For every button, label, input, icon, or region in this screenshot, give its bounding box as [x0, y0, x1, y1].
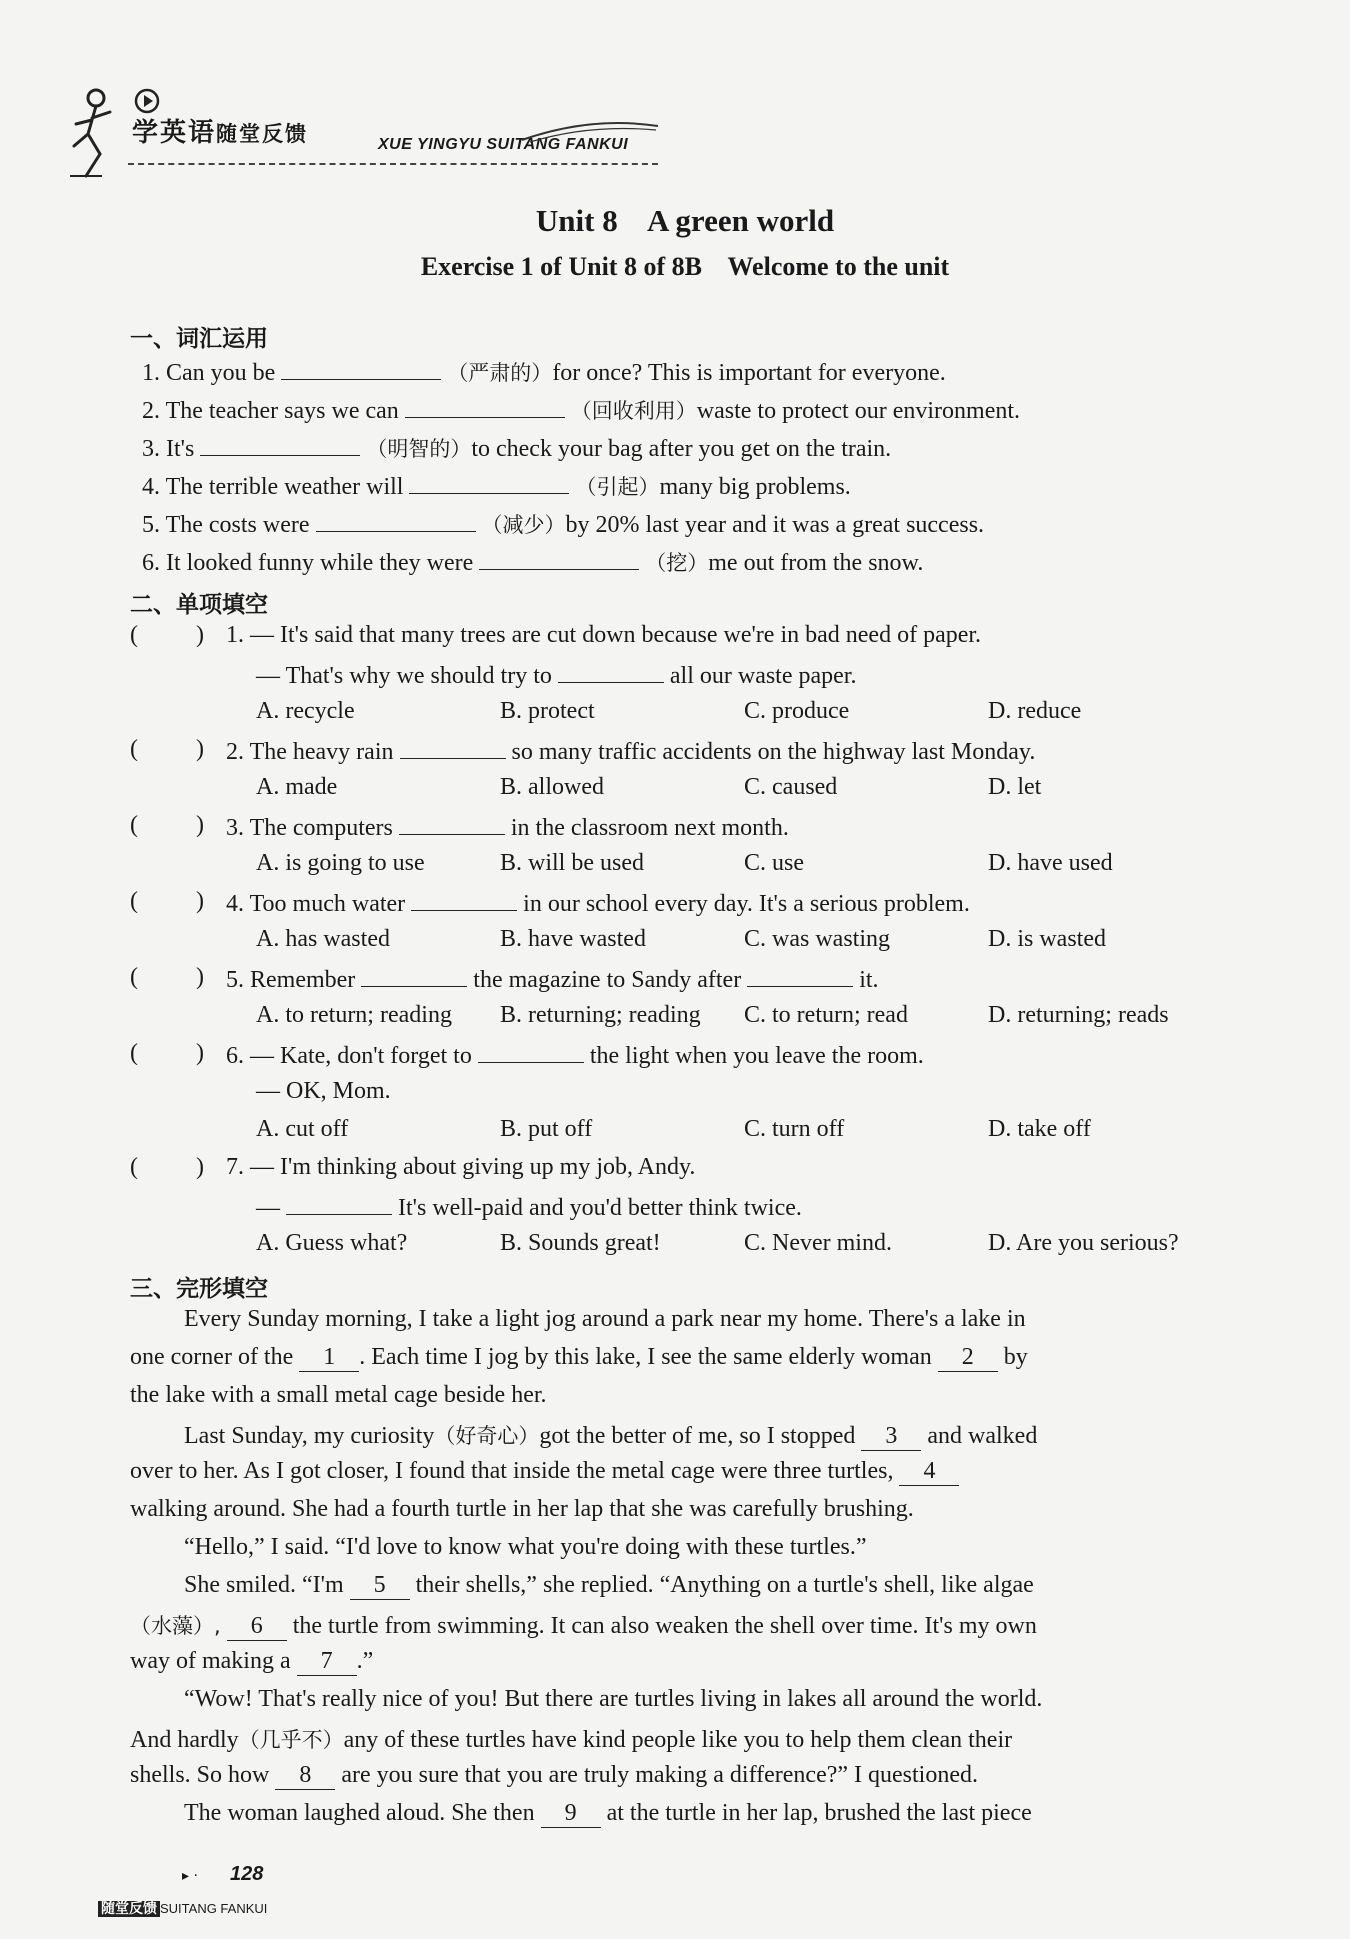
- vocab-hint: （严肃的）: [447, 361, 553, 385]
- question-6-response: — OK, Mom.: [256, 1078, 391, 1104]
- passage-line: [130, 1458, 959, 1486]
- cloze-blank-6[interactable]: 6: [227, 1613, 287, 1641]
- vocab-text: me out from the snow.: [708, 550, 924, 576]
- passage-line: [184, 1800, 1032, 1828]
- option-c[interactable]: C. turn off: [744, 1116, 845, 1142]
- cloze-blank-5[interactable]: 5: [350, 1572, 410, 1600]
- answer-paren-close: ): [196, 622, 204, 648]
- answer-blank[interactable]: [200, 433, 360, 456]
- option-b[interactable]: B. allowed: [500, 774, 604, 800]
- option-c[interactable]: C. was wasting: [744, 926, 890, 952]
- vocab-hint: （引起）: [575, 475, 660, 499]
- passage-text: way of making a: [130, 1648, 291, 1674]
- question-7-response: [256, 1192, 802, 1222]
- passage-line: [130, 1762, 978, 1790]
- answer-blank[interactable]: [400, 736, 506, 759]
- question-text: in our school every day. It's a serious problem.: [523, 891, 970, 917]
- vocab-text: by 20% last year and it was a great success.: [565, 512, 985, 538]
- answer-blank[interactable]: [281, 357, 441, 380]
- passage-line: “Hello,” I said. “I'd love to know what you're doing with these turtles.”: [184, 1534, 867, 1560]
- vocab-item-2: [142, 395, 1020, 425]
- question-2: [226, 736, 1035, 766]
- passage-text: shells. So how: [130, 1762, 270, 1788]
- option-b[interactable]: B. returning; reading: [500, 1002, 701, 1028]
- passage-cn-gloss: （水藻）,: [130, 1614, 221, 1638]
- answer-blank[interactable]: [479, 547, 639, 570]
- passage-line: walking around. She had a fourth turtle in her lap that she was carefully brushing.: [130, 1496, 914, 1522]
- page-title: Unit 8 A green world: [535, 203, 835, 238]
- brand-cn-sub: 随堂反馈: [216, 122, 309, 146]
- passage-line: the lake with a small metal cage beside her.: [130, 1382, 547, 1408]
- answer-paren-open[interactable]: (: [130, 736, 138, 762]
- vocab-item-4: [142, 471, 851, 501]
- option-d[interactable]: D. have used: [988, 850, 1113, 876]
- option-a[interactable]: A. Guess what?: [256, 1230, 408, 1256]
- answer-paren-close: ): [196, 1040, 204, 1066]
- answer-blank[interactable]: [558, 660, 664, 683]
- question-text: 6. — Kate, don't forget to: [226, 1043, 472, 1069]
- cloze-blank-4[interactable]: 4: [899, 1458, 959, 1486]
- passage-text: And hardly: [130, 1727, 239, 1753]
- vocab-text: 1. Can you be: [142, 360, 276, 386]
- footer-brand: [98, 1898, 267, 1918]
- brand-en: XUE YINGYU SUITANG FANKUI: [378, 136, 629, 153]
- question-text: 3. The computers: [226, 815, 393, 841]
- option-b[interactable]: B. put off: [500, 1116, 593, 1142]
- vocab-text: for once? This is important for everyone.: [552, 360, 946, 386]
- footer-brand-en: SUITANG FANKUI: [160, 1901, 268, 1916]
- question-text: It's well-paid and you'd better think twice.: [398, 1195, 802, 1221]
- page-subtitle: Exercise 1 of Unit 8 of 8B Welcome to the unit: [420, 252, 950, 281]
- option-b[interactable]: B. have wasted: [500, 926, 646, 952]
- header-rule: [128, 163, 658, 165]
- option-c[interactable]: C. caused: [744, 774, 838, 800]
- vocab-hint: （挖）: [645, 551, 709, 575]
- passage-text: She smiled. “I'm: [184, 1572, 344, 1598]
- passage-text: got the better of me, so I stopped: [539, 1423, 856, 1449]
- option-d[interactable]: D. Are you serious?: [988, 1230, 1179, 1256]
- answer-paren-close: ): [196, 736, 204, 762]
- passage-text: one corner of the: [130, 1344, 294, 1370]
- option-a[interactable]: A. has wasted: [256, 926, 390, 952]
- passage-text: their shells,” she replied. “Anything on a turtle's shell, like algae: [415, 1572, 1034, 1598]
- question-text: —: [256, 1195, 280, 1221]
- answer-blank[interactable]: [316, 509, 476, 532]
- vocab-text: 6. It looked funny while they were: [142, 550, 474, 576]
- answer-paren-open[interactable]: (: [130, 964, 138, 990]
- vocab-text: 3. It's: [142, 436, 195, 462]
- question-text: all our waste paper.: [669, 663, 857, 689]
- vocab-item-3: [142, 433, 891, 463]
- option-a[interactable]: A. cut off: [256, 1116, 349, 1142]
- question-text: the light when you leave the room.: [589, 1043, 924, 1069]
- vocab-text: 5. The costs were: [142, 512, 310, 538]
- vocab-text: 4. The terrible weather will: [142, 474, 404, 500]
- vocab-hint: （明智的）: [366, 437, 472, 461]
- answer-paren-open[interactable]: (: [130, 1040, 138, 1066]
- passage-text: over to her. As I got closer, I found that inside the metal cage were three turtles,: [130, 1458, 894, 1484]
- vocab-text: 2. The teacher says we can: [142, 398, 399, 424]
- option-b[interactable]: B. protect: [500, 698, 595, 724]
- answer-blank[interactable]: [405, 395, 565, 418]
- passage-text: Last Sunday, my curiosity: [184, 1423, 435, 1449]
- cloze-blank-3[interactable]: 3: [861, 1423, 921, 1451]
- passage-text: by: [1003, 1344, 1028, 1370]
- vocab-hint: （回收利用）: [570, 399, 697, 423]
- option-a[interactable]: A. to return; reading: [256, 1002, 452, 1028]
- option-d[interactable]: D. let: [988, 774, 1042, 800]
- question-text: 2. The heavy rain: [226, 739, 394, 765]
- question-3: [226, 812, 789, 842]
- cloze-blank-1[interactable]: 1: [299, 1344, 359, 1372]
- answer-paren-open[interactable]: (: [130, 622, 138, 648]
- passage-line: [130, 1724, 1012, 1754]
- option-c[interactable]: C. produce: [744, 698, 850, 724]
- passage-cn-gloss: （好奇心）: [434, 1424, 540, 1448]
- answer-blank[interactable]: [747, 964, 853, 987]
- vocab-item-5: [142, 509, 984, 539]
- passage-cn-gloss: （几乎不）: [238, 1728, 344, 1752]
- question-text: so many traffic accidents on the highway last Monday.: [511, 739, 1036, 765]
- option-d[interactable]: D. returning; reads: [988, 1002, 1169, 1028]
- footer-brand-cn: 随堂反馈: [98, 1901, 160, 1917]
- question-text: the magazine to Sandy after: [473, 967, 742, 993]
- cloze-blank-7[interactable]: 7: [297, 1648, 357, 1676]
- passage-line: [184, 1420, 1037, 1451]
- answer-blank[interactable]: [411, 888, 517, 911]
- passage-text: the turtle from swimming. It can also weaken the shell over time. It's my own: [292, 1613, 1037, 1639]
- passage-line: [130, 1344, 1028, 1372]
- question-1-response: [256, 660, 856, 690]
- option-a[interactable]: A. recycle: [256, 698, 355, 724]
- answer-paren-close: ): [196, 812, 204, 838]
- question-7: 7. — I'm thinking about giving up my job, Andy.: [226, 1154, 696, 1180]
- answer-paren-open[interactable]: (: [130, 1154, 138, 1180]
- answer-paren-close: ): [196, 964, 204, 990]
- option-a[interactable]: A. made: [256, 774, 338, 800]
- answer-blank[interactable]: [286, 1192, 392, 1215]
- question-text: — That's why we should try to: [256, 663, 552, 689]
- passage-line: [130, 1648, 373, 1676]
- passage-text: at the turtle in her lap, brushed the last piece: [606, 1800, 1032, 1826]
- option-b[interactable]: B. Sounds great!: [500, 1230, 661, 1256]
- passage-line: [130, 1610, 1037, 1641]
- section1-heading: 一、词汇运用: [130, 326, 268, 352]
- brand-title: [132, 112, 308, 149]
- cloze-blank-9[interactable]: 9: [541, 1800, 601, 1828]
- cloze-blank-8[interactable]: 8: [275, 1762, 335, 1790]
- answer-paren-open[interactable]: (: [130, 888, 138, 914]
- question-6: [226, 1040, 924, 1070]
- cloze-blank-2[interactable]: 2: [938, 1344, 998, 1372]
- option-b[interactable]: B. will be used: [500, 850, 644, 876]
- option-c[interactable]: C. Never mind.: [744, 1230, 892, 1256]
- section2-heading: 二、单项填空: [130, 592, 268, 618]
- vocab-text: many big problems.: [659, 474, 851, 500]
- passage-text: . Each time I jog by this lake, I see the same elderly woman: [359, 1344, 932, 1370]
- vocab-item-6: [142, 547, 923, 577]
- vocab-text: to check your bag after you get on the train.: [471, 436, 892, 462]
- section3-heading: 三、完形填空: [130, 1276, 268, 1302]
- option-d[interactable]: D. is wasted: [988, 926, 1106, 952]
- answer-blank[interactable]: [409, 471, 569, 494]
- passage-text: are you sure that you are truly making a difference?” I questioned.: [341, 1762, 978, 1788]
- question-text: in the classroom next month.: [510, 815, 789, 841]
- answer-paren-close: ): [196, 888, 204, 914]
- passage-text: any of these turtles have kind people like you to help them clean their: [343, 1727, 1013, 1753]
- answer-paren-close: ): [196, 1154, 204, 1180]
- question-text: it.: [859, 967, 879, 993]
- option-d[interactable]: D. reduce: [988, 698, 1082, 724]
- vocab-hint: （减少）: [481, 513, 566, 537]
- option-c[interactable]: C. to return; read: [744, 1002, 908, 1028]
- option-d[interactable]: D. take off: [988, 1116, 1091, 1142]
- question-5: [226, 964, 879, 994]
- answer-blank[interactable]: [478, 1040, 584, 1063]
- passage-line: Every Sunday morning, I take a light jog around a park near my home. There's a lake in: [184, 1306, 1026, 1332]
- passage-line: “Wow! That's really nice of you! But there are turtles living in lakes all around the world.: [184, 1686, 1043, 1712]
- runner-logo-icon: [66, 84, 126, 180]
- vocab-item-1: [142, 357, 946, 387]
- brand-cn-main: 学英语: [132, 118, 217, 148]
- swoosh-decoration: [520, 120, 660, 144]
- question-text: 5. Remember: [226, 967, 356, 993]
- passage-text: The woman laughed aloud. She then: [184, 1800, 535, 1826]
- question-4: [226, 888, 970, 918]
- play-circle-icon: [134, 88, 160, 114]
- passage-text: and walked: [927, 1423, 1038, 1449]
- answer-paren-open[interactable]: (: [130, 812, 138, 838]
- footer-arrow-icon: ▸ ·: [182, 1868, 198, 1884]
- question-1: 1. — It's said that many trees are cut down because we're in bad need of paper.: [226, 622, 982, 648]
- option-c[interactable]: C. use: [744, 850, 804, 876]
- vocab-text: waste to protect our environment.: [696, 398, 1021, 424]
- answer-blank[interactable]: [361, 964, 467, 987]
- question-text: 4. Too much water: [226, 891, 406, 917]
- page-number: 128: [230, 1863, 264, 1885]
- option-a[interactable]: A. is going to use: [256, 850, 425, 876]
- passage-line: [184, 1572, 1034, 1600]
- answer-blank[interactable]: [399, 812, 505, 835]
- passage-text: .”: [356, 1648, 374, 1674]
